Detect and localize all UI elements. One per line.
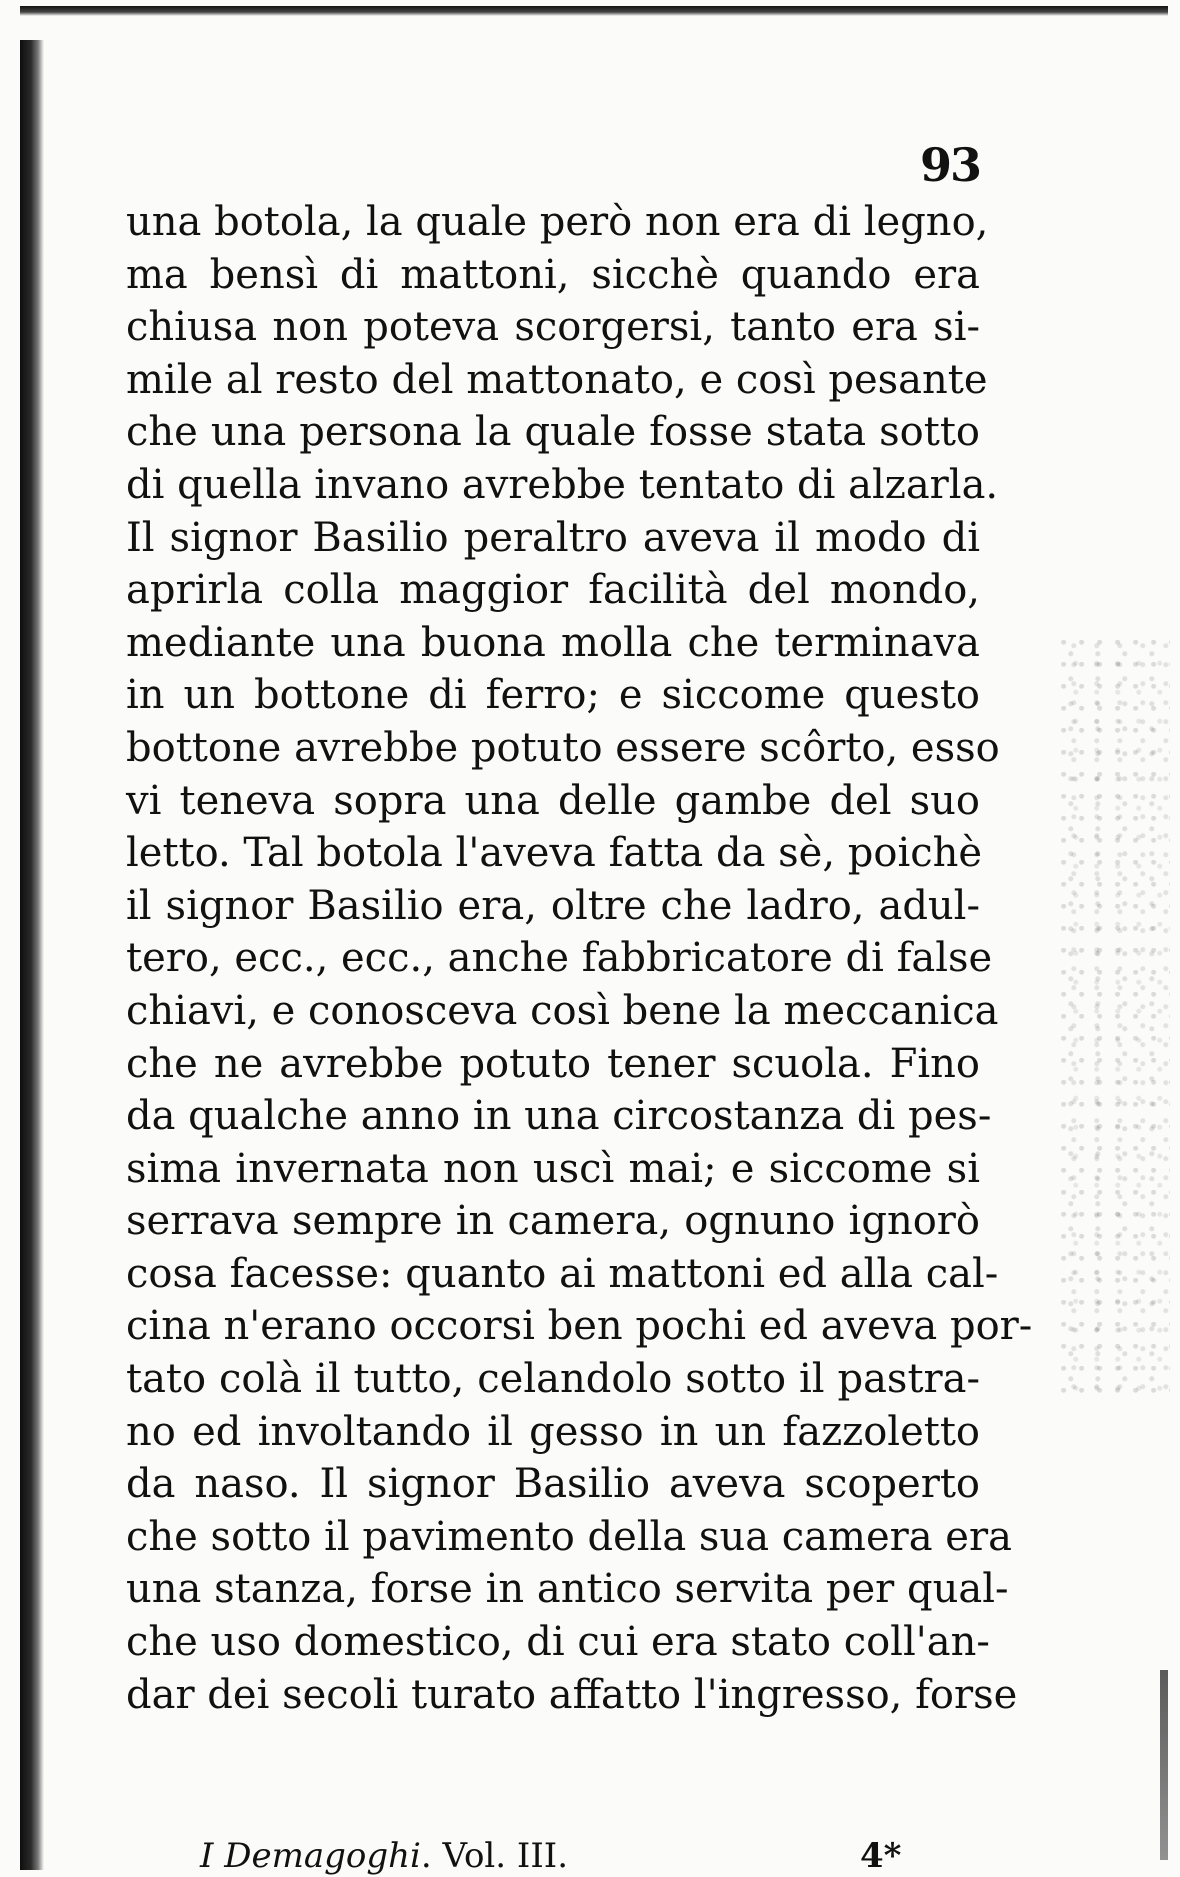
scan-binding-edge	[20, 40, 44, 1870]
text-line: che uso domestico, di cui era stato coll'an-	[126, 1619, 990, 1666]
text-line: chiavi, e conosceva così bene la meccanica	[126, 987, 999, 1034]
text-line: una botola, la quale però non era di legno,	[126, 199, 989, 245]
page-footer	[200, 1836, 900, 1876]
text-line: una stanza, forse in antico servita per qual-	[126, 1566, 1009, 1613]
text-line: che una persona la quale fosse stata sotto	[126, 409, 980, 456]
text-line: il signor Basilio era, oltre che ladro, adul-	[126, 882, 980, 929]
text-line: mile al resto del mattonato, e così pesante	[126, 356, 988, 403]
text-line: che ne avrebbe potuto tener scuola. Fino	[126, 1040, 980, 1087]
text-line: da qualche anno in una circostanza di pes-	[126, 1093, 992, 1140]
text-line: tero, ecc., ecc., anche fabbricatore di false	[126, 935, 993, 982]
page-number: 93	[919, 138, 980, 192]
text-line: di quella invano avrebbe tentato di alzarla.	[126, 461, 999, 508]
text-line: sima invernata non uscì mai; e siccome si	[126, 1145, 980, 1192]
footer-work-title: I Demagoghi	[200, 1836, 421, 1876]
text-line: mediante una buona molla che terminava	[126, 619, 980, 666]
text-line: Il signor Basilio peraltro aveva il modo di	[126, 514, 980, 561]
body-text	[126, 196, 1033, 1721]
text-line: chiusa non poteva scorgersi, tanto era si-	[126, 304, 980, 351]
text-line: che sotto il pavimento della sua camera era	[126, 1513, 1012, 1560]
text-line: in un bottone di ferro; e siccome questo	[126, 672, 980, 719]
scan-noise	[1060, 640, 1170, 1400]
footer-signature-mark: 4*	[860, 1836, 902, 1876]
text-line: bottone avrebbe potuto essere scôrto, esso	[126, 724, 1000, 771]
footer-volume: . Vol. III.	[420, 1836, 569, 1876]
text-line: no ed involtando il gesso in un fazzoletto	[126, 1408, 980, 1455]
scan-right-edge	[1160, 1670, 1168, 1860]
footer-title	[200, 1836, 568, 1876]
text-line: cina n'erano occorsi ben pochi ed aveva por-	[126, 1303, 1033, 1350]
text-line: da naso. Il signor Basilio aveva scoperto	[126, 1461, 980, 1508]
text-line: cosa facesse: quanto ai mattoni ed alla cal-	[126, 1250, 999, 1297]
scan-top-edge	[20, 6, 1168, 16]
text-line: letto. Tal botola l'aveva fatta da sè, poichè	[126, 830, 983, 877]
text-line: tato colà il tutto, celandolo sotto il pastra-	[126, 1356, 980, 1403]
text-line: ma bensì di mattoni, sicchè quando era	[126, 251, 980, 298]
text-line: aprirla colla maggior facilità del mondo,	[126, 567, 980, 614]
text-line: serrava sempre in camera, ognuno ignorò	[126, 1198, 980, 1245]
text-line: vi teneva sopra una delle gambe del suo	[126, 777, 980, 824]
text-line: dar dei secoli turato affatto l'ingresso, forse	[126, 1671, 1018, 1718]
